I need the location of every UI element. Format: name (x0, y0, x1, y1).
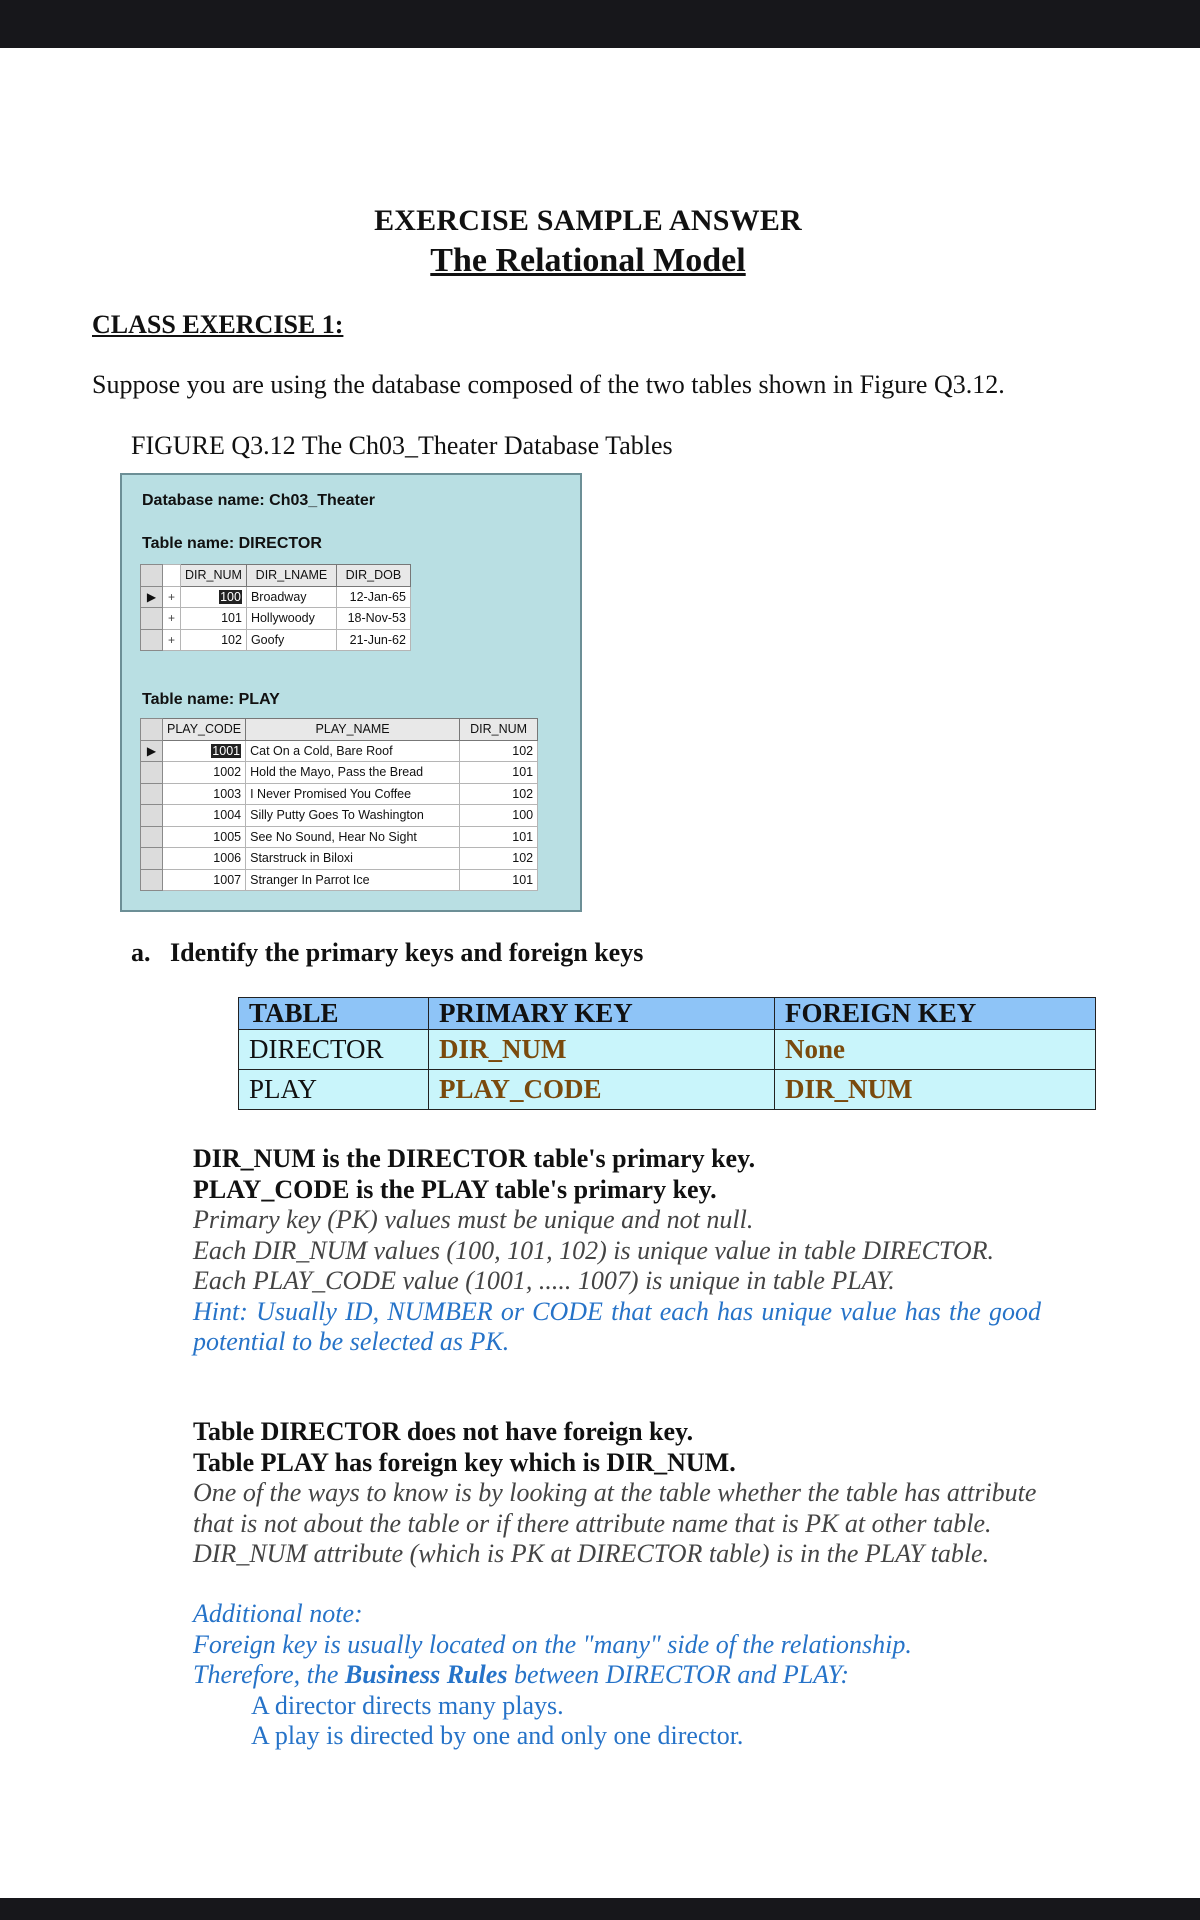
keys-header: FOREIGN KEY (775, 998, 1096, 1030)
record-selector[interactable] (141, 848, 163, 870)
document-subtitle: The Relational Model (430, 242, 746, 279)
column-header: PLAY_NAME (246, 719, 460, 741)
director-grid (140, 564, 411, 651)
director-table-label: Table name: DIRECTOR (142, 535, 322, 552)
table-row: ▶ + 100 Broadway 12-Jan-65 (141, 586, 411, 608)
keys-header: TABLE (239, 998, 429, 1030)
top-bar (0, 0, 1200, 48)
table-row: 1002 Hold the Mayo, Pass the Bread 101 (141, 762, 538, 784)
table-row: 1004 Silly Putty Goes To Washington 100 (141, 805, 538, 827)
table-row: ▶ 1001 Cat On a Cold, Bare Roof 102 (141, 740, 538, 762)
table-row: 1006 Starstruck in Biloxi 102 (141, 848, 538, 870)
bottom-bar (0, 1898, 1200, 1920)
record-selector[interactable] (141, 826, 163, 848)
record-selector[interactable] (141, 805, 163, 827)
intro-text: Suppose you are using the database composed of the two tables shown in Figure Q3.12. (92, 370, 1005, 399)
primary-key-explanation: DIR_NUM is the DIRECTOR table's primary key. PLAY_CODE is the PLAY table's primary key. Primary key (PK) values must be unique and not null. Each DIR_NUM values (100, 101, 102) is unique value in table DIRECTOR. Each PLAY_CODE value (1001, ..... 1007) is unique in table PLAY. Hint: Usually ID, NUMBER or CODE that each has unique value has the good potential to be selected as PK. (193, 1144, 1041, 1356)
keys-header: PRIMARY KEY (429, 998, 775, 1030)
column-header: DIR_NUM (460, 719, 538, 741)
question-a: a. Identify the primary keys and foreign keys (131, 938, 644, 967)
database-name-label: Database name: Ch03_Theater (142, 492, 375, 509)
table-row: PLAY PLAY_CODE DIR_NUM (239, 1070, 1096, 1110)
play-grid (140, 718, 538, 891)
table-row: 1007 Stranger In Parrot Ice 101 (141, 869, 538, 891)
record-selector[interactable] (141, 869, 163, 891)
expand-icon[interactable]: + (163, 629, 181, 651)
section-heading: CLASS EXERCISE 1: (92, 310, 344, 339)
record-selector[interactable] (141, 629, 163, 651)
table-row: DIRECTOR DIR_NUM None (239, 1030, 1096, 1070)
additional-note: Additional note: Foreign key is usually located on the "many" side of the relationship. Therefore, the Business Rules between DIRECTOR and PLAY: A director directs many plays. A play is directed by one and only one director. (193, 1599, 912, 1750)
record-selector[interactable] (141, 608, 163, 630)
hint-text: Hint: Usually ID, NUMBER or CODE that each has unique value has the good potential to be selected as PK. (193, 1296, 1041, 1356)
table-row: 1003 I Never Promised You Coffee 102 (141, 783, 538, 805)
record-selector-current-icon[interactable]: ▶ (141, 586, 163, 608)
column-header: DIR_DOB (336, 565, 410, 587)
column-header: DIR_LNAME (246, 565, 336, 587)
table-row: + 101 Hollywoody 18-Nov-53 (141, 608, 411, 630)
table-row: + 102 Goofy 21-Jun-62 (141, 629, 411, 651)
foreign-key-explanation: Table DIRECTOR does not have foreign key. Table PLAY has foreign key which is DIR_NUM. One of the ways to know is by looking at the table whether the table has attribute that is not about the table or if there attribute name that is PK at other table. DIR_NUM attribute (which is PK at DIRECTOR table) is in the PLAY table. (193, 1417, 1037, 1568)
table-row: 1005 See No Sound, Hear No Sight 101 (141, 826, 538, 848)
figure-caption: FIGURE Q3.12 The Ch03_Theater Database Tables (131, 431, 673, 460)
expand-icon[interactable]: + (163, 608, 181, 630)
expand-icon[interactable]: + (163, 586, 181, 608)
keys-table (238, 997, 1096, 1110)
column-header: PLAY_CODE (163, 719, 246, 741)
record-selector[interactable] (141, 762, 163, 784)
record-selector-current-icon[interactable]: ▶ (141, 740, 163, 762)
record-selector[interactable] (141, 783, 163, 805)
column-header: DIR_NUM (181, 565, 247, 587)
database-figure (120, 473, 582, 912)
document-title: EXERCISE SAMPLE ANSWER (374, 204, 802, 237)
play-table-label: Table name: PLAY (142, 691, 280, 708)
